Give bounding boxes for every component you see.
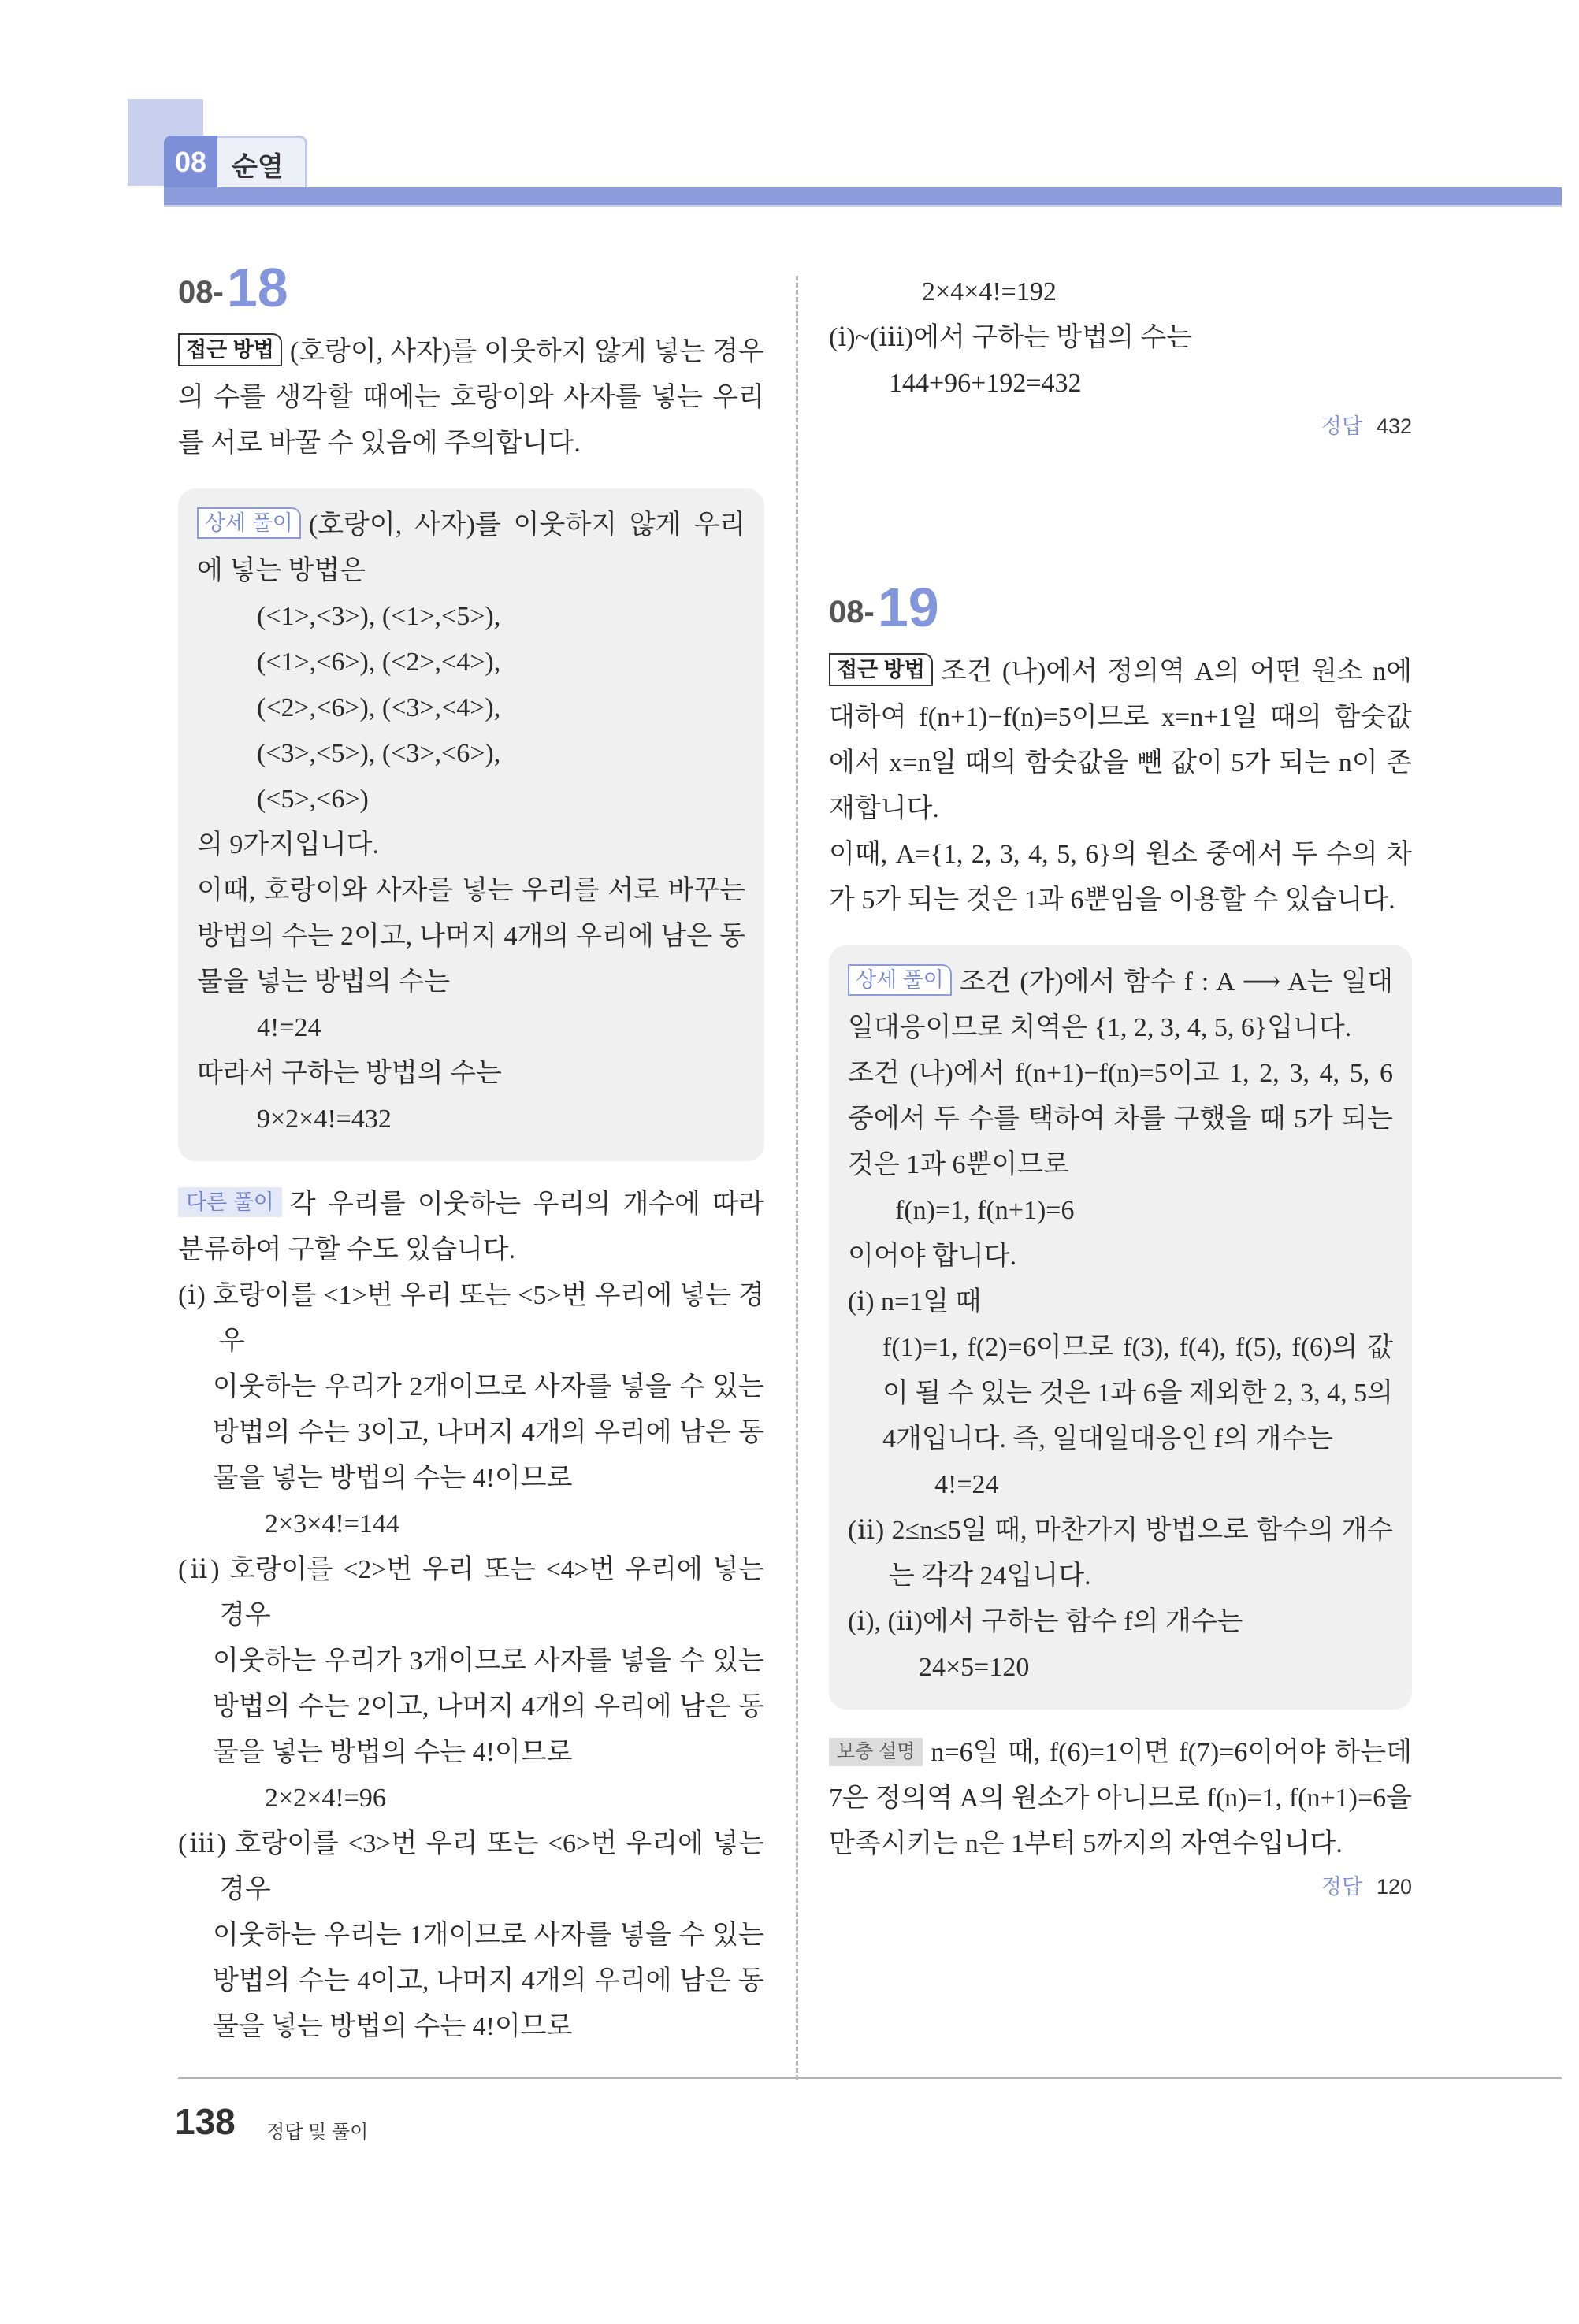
spacer [829, 446, 1412, 580]
footer-line [178, 2077, 1562, 2079]
problem-prefix: 08- [829, 595, 875, 629]
extra-explanation [829, 1730, 1412, 1867]
detail-text: 조건 (가)에서 함수 f : A ⟶ A는 일대일대응이므로 치역은 {1, 2, 3, 4, 5, 6}입니다. [848, 967, 1393, 1042]
detail-paragraph [848, 960, 1393, 1051]
approach-tag: 접근 방법 [829, 653, 933, 686]
approach-paragraph [829, 649, 1412, 832]
header-bar-underline [164, 205, 1562, 207]
header-bar [164, 187, 1562, 205]
other-solution-tag: 다른 풀이 [178, 1187, 282, 1217]
equation: 24×5=120 [919, 1653, 1030, 1682]
case-head: (ⅰ) n=1일 때 [848, 1287, 982, 1316]
problem-18 [178, 257, 764, 2050]
chapter-header [0, 0, 1579, 221]
answer-18 [829, 407, 1412, 446]
answer-label: 정답 [1321, 414, 1362, 438]
page-number: 138 [175, 2101, 236, 2142]
problem-number [178, 257, 764, 318]
equation: f(n)=1, f(n+1)=6 [895, 1196, 1075, 1225]
equation: 9×2×4!=432 [257, 1104, 392, 1134]
case-body: 이웃하는 우리는 1개이므로 사자를 넣을 수 있는 방법의 수는 4이고, 나머지 4개의 우리에 남은 동물을 넣는 방법의 수는 4!이므로 [213, 1921, 764, 2041]
answer-label: 정답 [1321, 1875, 1362, 1899]
case-body: 이웃하는 우리가 2개이므로 사자를 넣을 수 있는 방법의 수는 3이고, 나머지 4개의 우리에 남은 동물을 넣는 방법의 수는 4!이므로 [213, 1372, 764, 1493]
case-body: f(1)=1, f(2)=6이므로 f(3), f(4), f(5), f(6)의 값이 될 수 있는 것은 1과 6을 제외한 2, 3, 4, 5의 4개입니다. 즉, 일대일대응인 f의 개수는 [882, 1333, 1393, 1453]
detail-paragraph [197, 503, 745, 594]
extra-tag: 보충 설명 [829, 1738, 923, 1766]
case-head: (ⅰ) 호랑이를 <1>번 우리 또는 <5>번 우리에 넣는 경우 [178, 1281, 764, 1356]
summary-line: (ⅰ)~(ⅲ)에서 구하는 방법의 수는 [829, 323, 1193, 352]
problem-number-value: 18 [226, 257, 288, 318]
other-solution-intro: 각 우리를 이웃하는 우리의 개수에 따라 분류하여 구할 수도 있습니다. [178, 1190, 764, 1264]
approach-paragraph [178, 329, 764, 466]
approach-paragraph-2: 이때, A={1, 2, 3, 4, 5, 6}의 원소 중에서 두 수의 차가 5가 되는 것은 1과 6뿐임을 이용할 수 있습니다. [829, 840, 1412, 915]
problem-19 [829, 577, 1412, 1906]
detail-text: 이어야 합니다. [848, 1242, 1017, 1271]
equation: 2×2×4!=96 [265, 1784, 386, 1813]
other-solution-paragraph [178, 1182, 764, 1273]
answer-19 [829, 1867, 1412, 1906]
case-head: (ⅱ) 호랑이를 <2>번 우리 또는 <4>번 우리에 넣는 경우 [178, 1555, 764, 1630]
pair-line: (<1>,<6>), (<2>,<4>), [257, 648, 501, 677]
approach-text: 조건 (나)에서 정의역 A의 어떤 원소 n에 대하여 f(n+1)−f(n)=5이므로 x=n+1일 때의 함숫값에서 x=n일 때의 함숫값을 뺀 값이 5가 되는 n이 존재합니다. [829, 657, 1412, 823]
case-text: (ⅱ) 2≤n≤5일 때, 마찬가지 방법으로 함수의 개수는 각각 24입니다. [848, 1516, 1393, 1591]
detail-line: (호랑이, 사자)를 이웃하지 않게 우리에 넣는 방법은 [197, 510, 745, 585]
extra-text: n=6일 때, f(6)=1이면 f(7)=6이어야 하는데 7은 정의역 A의 원소가 아니므로 f(n)=1, f(n+1)=6을 만족시키는 n은 1부터 5까지의 자연수입니다. [829, 1738, 1412, 1858]
detail-text: 조건 (나)에서 f(n+1)−f(n)=5이고 1, 2, 3, 4, 5, 6 중에서 두 수를 택하여 차를 구했을 때 5가 되는 것은 1과 6뿐이므로 [848, 1059, 1393, 1179]
pair-line: (<5>,<6>) [257, 785, 369, 814]
pair-line: (<3>,<5>), (<3>,<6>), [257, 739, 501, 768]
equation: 144+96+192=432 [889, 369, 1082, 398]
equation: 4!=24 [934, 1470, 999, 1499]
page-label: 정답 및 풀이 [266, 2122, 369, 2143]
approach-tag: 접근 방법 [178, 333, 282, 366]
column-divider [796, 276, 798, 2080]
pair-line: (<2>,<6>), (<3>,<4>), [257, 693, 501, 722]
chapter-title: 순열 [232, 152, 284, 182]
detail-tag: 상세 풀이 [848, 964, 952, 996]
detail-solution-box [178, 488, 764, 1161]
approach-text: (호랑이, 사자)를 이웃하지 않게 넣는 경우의 수를 생각할 때에는 호랑이와 사자를 넣는 우리를 서로 바꿀 수 있음에 주의합니다. [178, 337, 764, 458]
equation: 2×4×4!=192 [922, 277, 1057, 306]
equation: 2×3×4!=144 [265, 1509, 399, 1539]
case-head: (ⅲ) 호랑이를 <3>번 우리 또는 <6>번 우리에 넣는 경우 [178, 1829, 764, 1904]
answer-value: 432 [1376, 414, 1412, 438]
detail-line: 이때, 호랑이와 사자를 넣는 우리를 서로 바꾸는 방법의 수는 2이고, 나머지 4개의 우리에 남은 동물을 넣는 방법의 수는 [197, 876, 745, 997]
case-body: 이웃하는 우리가 3개이므로 사자를 넣을 수 있는 방법의 수는 2이고, 나머지 4개의 우리에 남은 동물을 넣는 방법의 수는 4!이므로 [213, 1646, 764, 1767]
detail-solution-box [829, 945, 1412, 1710]
summary-line: (ⅰ), (ⅱ)에서 구하는 함수 f의 개수는 [848, 1607, 1243, 1636]
chapter-number: 08 [164, 136, 217, 189]
right-column [829, 269, 1412, 1906]
problem-number [829, 577, 1412, 638]
detail-line: 의 9가지입니다. [197, 830, 380, 859]
detail-tag: 상세 풀이 [197, 507, 301, 539]
pair-line: (<1>,<3>), (<1>,<5>), [257, 602, 501, 631]
answer-value: 120 [1376, 1875, 1412, 1899]
problem-number-value: 19 [877, 577, 939, 638]
detail-line: 따라서 구하는 방법의 수는 [197, 1059, 502, 1088]
equation: 4!=24 [257, 1013, 321, 1042]
problem-prefix: 08- [178, 275, 224, 310]
